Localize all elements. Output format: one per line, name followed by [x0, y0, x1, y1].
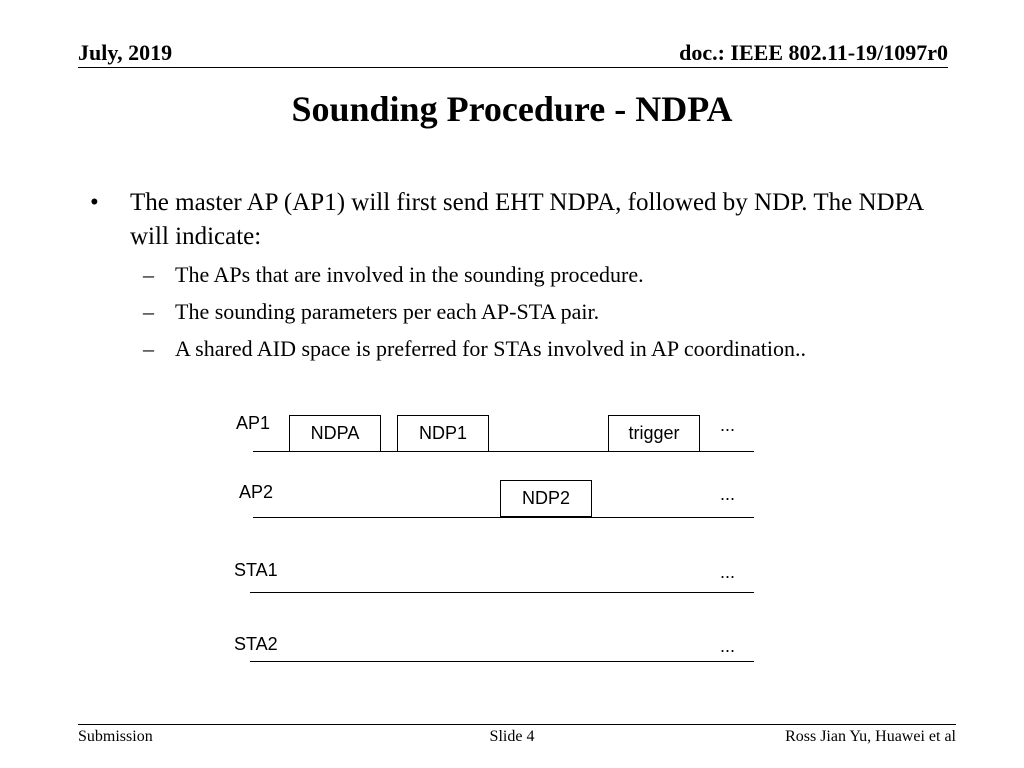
row-label-ap1: AP1: [236, 413, 271, 433]
frame-ndp1: NDP1: [397, 415, 489, 452]
header-divider: [78, 67, 948, 68]
timeline-sta2: [250, 661, 754, 662]
frame-ndpa: NDPA: [289, 415, 381, 452]
footer-divider: [78, 724, 956, 725]
footer-author: Ross Jian Yu, Huawei et al: [785, 728, 956, 745]
sub-bullet: [143, 262, 644, 288]
row-label-sta2: STA2: [234, 634, 278, 654]
row-label-sta1: STA1: [234, 560, 278, 580]
ellipsis-sta2: ...: [720, 636, 736, 656]
sub-bullet: [143, 299, 599, 325]
timeline-sta1: [250, 592, 754, 593]
sub-bullet-text: The APs that are involved in the sounding procedure.: [175, 262, 644, 287]
ellipsis-sta1: ...: [720, 562, 736, 582]
sub-bullet-text: A shared AID space is preferred for STAs involved in AP coordination..: [175, 336, 807, 361]
timeline-ap2: [253, 517, 754, 518]
sub-bullet: [143, 336, 806, 362]
row-label-ap2: AP2: [239, 482, 274, 502]
footer-submission: Submission: [78, 728, 153, 745]
dash-marker: –: [143, 336, 154, 361]
bullet-marker: •: [90, 189, 99, 216]
header-doc-id: doc.: IEEE 802.11-19/1097r0: [679, 40, 948, 65]
main-bullet: [90, 186, 950, 254]
ellipsis-ap1: ...: [720, 415, 736, 435]
footer-slide-number: Slide 4: [489, 728, 535, 745]
frame-trigger: trigger: [608, 415, 700, 452]
main-bullet-text: The master AP (AP1) will first send EHT NDPA, followed by NDP. The NDPA will indicate:: [130, 189, 923, 250]
dash-marker: –: [143, 262, 154, 287]
ellipsis-ap2: ...: [720, 484, 736, 504]
slide-title: Sounding Procedure - NDPA: [291, 89, 733, 129]
frame-ndp2: NDP2: [500, 480, 592, 517]
header-date: July, 2019: [78, 40, 173, 65]
dash-marker: –: [143, 299, 154, 324]
sub-bullet-text: The sounding parameters per each AP-STA pair.: [175, 299, 600, 324]
